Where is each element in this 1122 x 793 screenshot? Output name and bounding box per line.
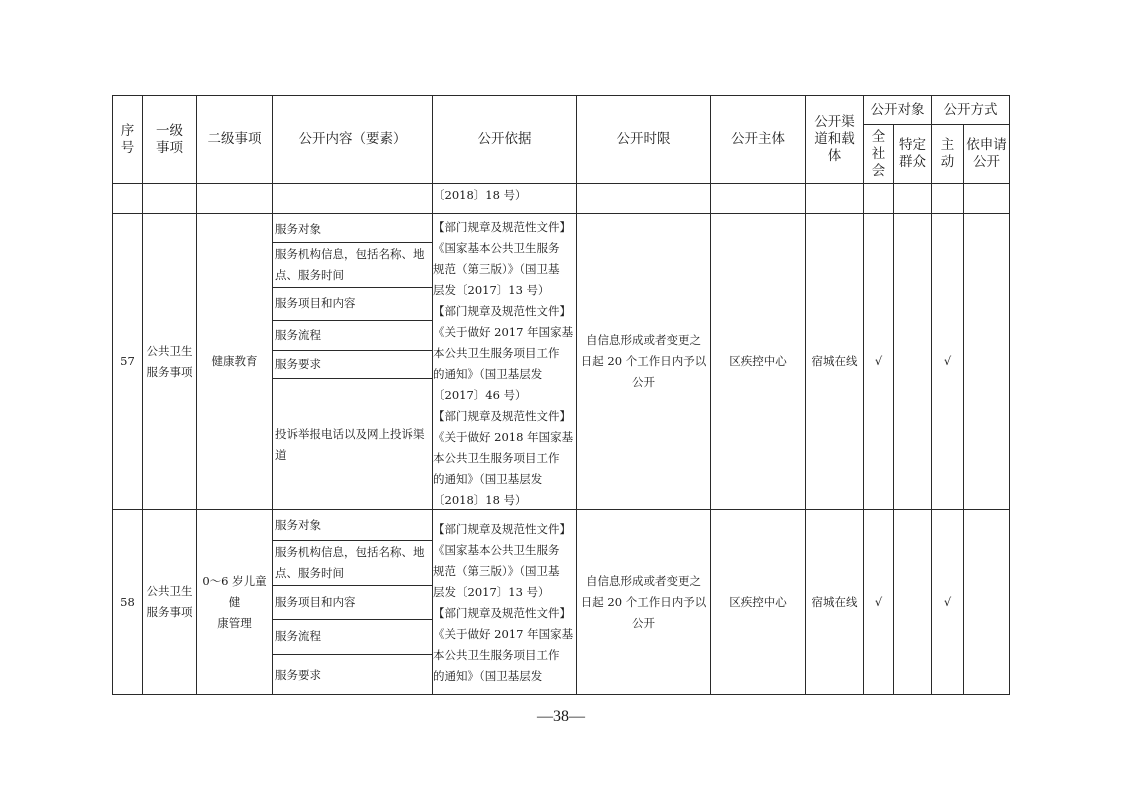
row-58-basis: 【部门规章及规范性文件】 《国家基本公共卫生服务 规范（第三版）》（国卫基 层发〔2017〕13 号） 【部门规章及规范性文件】 《关于做好 2017 年国家基 本公共卫生服务项目工作 的通知》（国卫基层发 xyxy=(433,522,574,683)
row-57-level2: 健康教育 xyxy=(211,354,258,368)
row-57-content-5: 服务要求 xyxy=(275,357,321,371)
row-57-seq: 57 xyxy=(120,354,135,368)
row-58-channel: 宿城在线 xyxy=(811,594,858,609)
row-58-content-3: 服务项目和内容 xyxy=(275,595,356,609)
row-57-method-active-check: √ xyxy=(943,354,952,368)
row-58-target-all-check: √ xyxy=(874,594,883,609)
row-58-target-specific xyxy=(894,510,931,694)
header-method-active: 主 动 xyxy=(940,137,955,170)
row-57-content-4: 服务流程 xyxy=(275,328,321,342)
row-57-target-all-check: √ xyxy=(874,354,883,368)
row-57-content-1: 服务对象 xyxy=(275,222,321,236)
page-number: —38— xyxy=(537,708,585,725)
header-channel: 公开渠 道和载 体 xyxy=(814,114,855,164)
row-57-subject: 区疾控中心 xyxy=(729,354,787,368)
row-57-basis: 【部门规章及规范性文件】 《国家基本公共卫生服务 规范（第三版）》（国卫基 层发〔2017〕13 号） 【部门规章及规范性文件】 《关于做好 2017 年国家基 本公共卫生服务项目工作 的通知》（国卫基层发 〔2017〕46 号） 【部门规章及规范性文件】 《关于做好 2018 年国家基 本公共卫生服务项目工作 的通知》（国卫基层发 〔2018〕18 号） xyxy=(433,220,574,507)
row-57-target-specific xyxy=(894,214,931,509)
row-58-time-limit: 自信息形成或者变更之 日起 20 个工作日内予以 公开 xyxy=(580,573,707,630)
row-57-content-3: 服务项目和内容 xyxy=(275,296,356,310)
header-content: 公开内容（要素） xyxy=(298,131,407,147)
row-58-seq: 58 xyxy=(120,594,135,609)
header-target-specific: 特定 群众 xyxy=(899,137,926,170)
row-57-level1: 公共卫生 服务事项 xyxy=(146,343,193,379)
row-58-content-1: 服务对象 xyxy=(275,518,321,532)
header-level1: 一级 事项 xyxy=(156,122,183,156)
header-level2: 二级事项 xyxy=(207,131,262,147)
row-57-channel: 宿城在线 xyxy=(811,354,858,368)
row-58-level1: 公共卫生 服务事项 xyxy=(146,584,193,619)
row-58-level2: 0～6 岁儿童健 康管理 xyxy=(202,573,267,630)
header-seq: 序 号 xyxy=(120,122,135,156)
header-method-group: 公开方式 xyxy=(943,101,998,118)
continuation-basis: 〔2018〕18 号） xyxy=(433,188,527,202)
header-target-all: 全 社 会 xyxy=(871,128,886,179)
row-58-method-active-check: √ xyxy=(943,594,952,609)
header-basis: 公开依据 xyxy=(477,131,532,147)
header-subject: 公开主体 xyxy=(731,131,785,147)
row-58-content-2: 服务机构信息，包括名称、地 点、服务时间 xyxy=(275,545,425,580)
row-57-time-limit: 自信息形成或者变更之 日起 20 个工作日内予以 公开 xyxy=(580,333,707,389)
row-57-method-request xyxy=(964,214,1009,509)
header-method-request: 依申请 公开 xyxy=(966,137,1007,170)
row-58-content-4: 服务流程 xyxy=(275,629,321,643)
row-58-subject: 区疾控中心 xyxy=(729,594,787,609)
row-57-content-6: 投诉举报电话以及网上投诉渠 道 xyxy=(275,427,425,462)
header-time-limit: 公开时限 xyxy=(616,131,671,147)
row-57-content-2: 服务机构信息，包括名称、地 点、服务时间 xyxy=(275,247,425,282)
row-58-method-request xyxy=(964,510,1009,694)
row-58-content-5: 服务要求 xyxy=(275,668,321,682)
header-target-group: 公开对象 xyxy=(870,101,925,118)
